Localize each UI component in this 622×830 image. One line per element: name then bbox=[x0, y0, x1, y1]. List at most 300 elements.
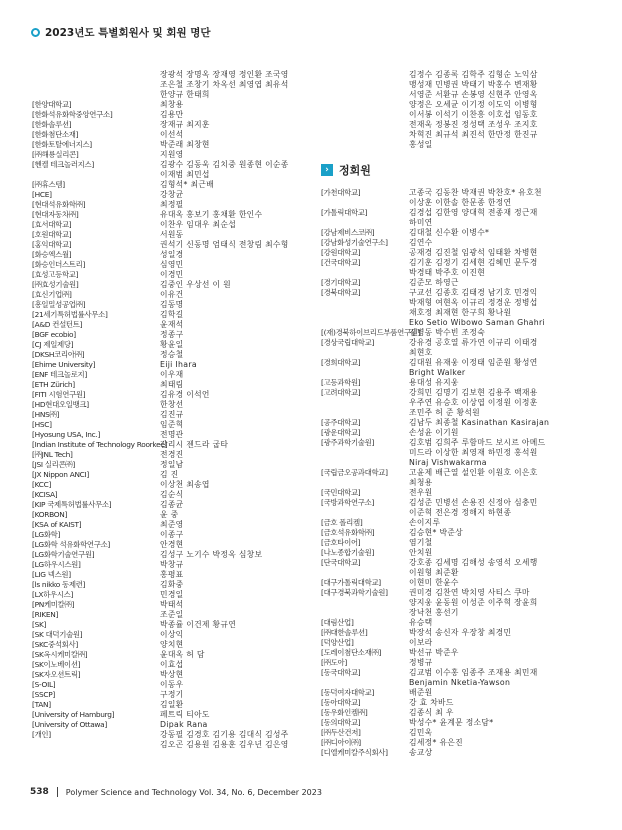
organization-name bbox=[321, 140, 409, 150]
member-row bbox=[32, 190, 302, 200]
organization-name: [한화토탈에너지스] bbox=[32, 140, 92, 149]
organization-name bbox=[321, 70, 409, 80]
organization-name bbox=[321, 408, 409, 418]
organization-name: [KORBON] bbox=[32, 510, 68, 519]
organization-name bbox=[321, 298, 409, 308]
member-row bbox=[32, 600, 302, 610]
member-row bbox=[32, 450, 302, 460]
member-names: 김유경 이석언 bbox=[160, 390, 210, 399]
member-names: 송교상 bbox=[409, 748, 433, 757]
organization-name: [HCE] bbox=[32, 190, 52, 199]
member-row bbox=[32, 540, 302, 550]
member-row bbox=[321, 308, 591, 318]
organization-name: [A&D 컨설턴트] bbox=[32, 320, 83, 329]
member-names: 박선규 박준우 bbox=[409, 648, 459, 657]
member-row bbox=[32, 320, 302, 330]
organization-name: [고등과학원] bbox=[321, 378, 361, 387]
member-names: 강창균 bbox=[160, 190, 184, 199]
member-row bbox=[32, 430, 302, 440]
member-names: 김순식 bbox=[160, 490, 184, 499]
organization-name: [효신기업㈜] bbox=[32, 290, 72, 299]
member-row bbox=[321, 258, 591, 268]
organization-name: [JX Nippon ANCI] bbox=[32, 470, 90, 479]
organization-name bbox=[321, 80, 409, 90]
member-names: 서영준 서환규 손봉영 신현주 안영옥 bbox=[409, 90, 538, 99]
member-row bbox=[32, 590, 302, 600]
member-names: 김오곤 김용원 김용훈 김우년 김은영 bbox=[160, 740, 289, 749]
member-names: 이찬우 임대우 최순섭 bbox=[160, 220, 237, 229]
member-names: 염기철 bbox=[409, 538, 433, 547]
member-row bbox=[32, 650, 302, 660]
member-row bbox=[32, 490, 302, 500]
member-row bbox=[32, 220, 302, 230]
member-names: 공재경 김진철 임광석 임태환 차병현 bbox=[409, 248, 538, 257]
organization-name: [㈜휴스템] bbox=[32, 180, 65, 189]
organization-name bbox=[321, 100, 409, 110]
member-row bbox=[32, 400, 302, 410]
organization-name: [고려대학교] bbox=[321, 388, 361, 397]
member-names: 이보라 bbox=[409, 638, 433, 647]
member-names: 정종구 bbox=[160, 330, 184, 339]
organization-name bbox=[321, 478, 409, 488]
member-row bbox=[32, 370, 302, 380]
member-row bbox=[321, 328, 591, 338]
member-row bbox=[321, 120, 591, 130]
organization-name: [나노종합기술원] bbox=[321, 548, 375, 557]
member-row bbox=[32, 630, 302, 640]
organization-name: [강남화성기술연구소] bbox=[321, 238, 388, 247]
member-row bbox=[32, 360, 302, 370]
member-row bbox=[321, 438, 591, 448]
member-names: 김대철 신수환 이병수* bbox=[409, 228, 490, 237]
organization-name bbox=[321, 448, 409, 458]
member-names: 김성구 노기수 박정옥 심창보 bbox=[160, 550, 263, 559]
organization-name: [홍익대학교] bbox=[32, 240, 72, 249]
organization-name bbox=[321, 268, 409, 278]
organization-name: [덕양산업] bbox=[321, 638, 354, 647]
member-row bbox=[321, 738, 591, 748]
member-names: 정승철 bbox=[160, 350, 184, 359]
member-row bbox=[321, 708, 591, 718]
member-names: 권석기 신동명 엄태식 전창림 최수형 bbox=[160, 240, 289, 249]
member-row bbox=[32, 80, 302, 90]
organization-name: [㈜대한솔루션] bbox=[321, 628, 368, 637]
member-names: 이동우 bbox=[160, 680, 184, 689]
member-names: 배준원 bbox=[409, 688, 433, 697]
member-names: 이경민 bbox=[160, 270, 184, 279]
organization-name bbox=[321, 678, 409, 688]
member-row bbox=[321, 568, 591, 578]
member-row bbox=[32, 120, 302, 130]
member-names: 강유경 공호열 류가연 이규리 이태경 bbox=[409, 338, 538, 347]
member-names: 김경섭 김한영 양대혁 전종재 정근재 bbox=[409, 208, 538, 217]
member-row bbox=[32, 210, 302, 220]
organization-name bbox=[321, 508, 409, 518]
member-row bbox=[321, 488, 591, 498]
organization-name: [LG화학 석유화학연구소] bbox=[32, 540, 111, 549]
member-row bbox=[321, 228, 591, 238]
member-names: 임준혁 bbox=[160, 420, 184, 429]
member-row bbox=[32, 160, 302, 170]
member-names: 김교범 이수홍 임종주 조재용 최민재 bbox=[409, 668, 538, 677]
member-row bbox=[321, 618, 591, 628]
member-row bbox=[32, 710, 302, 720]
organization-name: [HNS㈜] bbox=[32, 410, 60, 419]
member-names: 최현호 bbox=[409, 348, 433, 357]
member-row bbox=[321, 70, 591, 80]
organization-name: [TAN] bbox=[32, 700, 51, 709]
member-names: 황윤일 bbox=[160, 340, 184, 349]
member-names: 김승현* 박준상 bbox=[409, 528, 463, 537]
member-row bbox=[321, 368, 591, 378]
member-names: 정병규 bbox=[409, 658, 433, 667]
member-row bbox=[321, 598, 591, 608]
journal-citation: Polymer Science and Technology Vol. 34, No. 6, December 2023 bbox=[65, 787, 322, 797]
member-row bbox=[32, 460, 302, 470]
member-names: 이준혁 전은경 정해지 하현종 bbox=[409, 508, 512, 517]
member-names: 김남두 최종철 Kasinathan Kasirajan bbox=[409, 418, 550, 427]
organization-name: [공주대학교] bbox=[321, 418, 361, 427]
organization-name bbox=[321, 110, 409, 120]
member-row bbox=[32, 690, 302, 700]
organization-name: [KCC] bbox=[32, 480, 52, 489]
organization-name: [ETH Zürich] bbox=[32, 380, 75, 389]
member-row bbox=[321, 100, 591, 110]
member-names: 홍평표 bbox=[160, 570, 184, 579]
member-names: 이유건 bbox=[160, 290, 184, 299]
member-names: 최창용 bbox=[160, 100, 184, 109]
organization-name: [LG하우시스원] bbox=[32, 560, 81, 569]
organization-name: [현대자동차㈜] bbox=[32, 210, 79, 219]
member-names: 심영민 bbox=[160, 260, 184, 269]
member-row bbox=[32, 280, 302, 290]
member-row bbox=[32, 150, 302, 160]
organization-name: [LX하우시스] bbox=[32, 590, 74, 599]
organization-name bbox=[32, 80, 160, 90]
member-row bbox=[32, 440, 302, 450]
member-names: 이효섭 bbox=[160, 660, 184, 669]
member-row bbox=[321, 698, 591, 708]
organization-name: [KCISA] bbox=[32, 490, 58, 499]
member-row bbox=[32, 700, 302, 710]
organization-name: [LG화학기술연구원] bbox=[32, 550, 95, 559]
member-row bbox=[321, 588, 591, 598]
member-names: 서원동 bbox=[160, 230, 184, 239]
organization-name: [㈜두산건저] bbox=[321, 728, 361, 737]
organization-name bbox=[321, 218, 409, 228]
organization-name: [Ehime University] bbox=[32, 360, 96, 369]
member-row bbox=[32, 410, 302, 420]
member-names: 장광석 장명옥 장재영 정인환 조국영 bbox=[160, 70, 289, 79]
organization-name: [㈜디아이㈜] bbox=[321, 738, 361, 747]
member-names: 김형석* 최근배 bbox=[160, 180, 214, 189]
member-row bbox=[321, 648, 591, 658]
page-footer bbox=[30, 787, 322, 797]
organization-name: [S-OIL] bbox=[32, 680, 56, 689]
organization-name bbox=[321, 348, 409, 358]
organization-name: [DKSH코리아㈜] bbox=[32, 350, 85, 359]
organization-name: [동우화인켐㈜] bbox=[321, 708, 368, 717]
member-names: 이선석 bbox=[160, 130, 184, 139]
member-row bbox=[321, 428, 591, 438]
organization-name: [CJ 제일제당] bbox=[32, 340, 74, 349]
member-row bbox=[321, 110, 591, 120]
member-names: 김용만 bbox=[160, 110, 184, 119]
left-column bbox=[32, 70, 302, 750]
member-names: 김준모 하영근 bbox=[409, 278, 459, 287]
member-row bbox=[32, 740, 302, 750]
organization-name: [강원대학교] bbox=[321, 248, 361, 257]
member-row bbox=[321, 140, 591, 150]
member-row bbox=[321, 80, 591, 90]
member-row bbox=[321, 90, 591, 100]
member-names: Dipak Rana bbox=[160, 720, 208, 729]
member-row bbox=[32, 330, 302, 340]
organization-name: [대림산업] bbox=[321, 618, 354, 627]
organization-name: [ENF 테크놀로지] bbox=[32, 370, 87, 379]
member-names: 하미연 bbox=[409, 218, 433, 227]
member-row bbox=[32, 390, 302, 400]
member-names: 양지웅 윤동원 이성준 이주혁 장윤희 bbox=[409, 598, 538, 607]
member-names: 안경현 bbox=[160, 540, 184, 549]
member-names: 최정필 bbox=[160, 200, 184, 209]
member-names: 김대원 유재웅 이정태 임준원 황성연 bbox=[409, 358, 538, 367]
organization-name: [한화솔루션] bbox=[32, 120, 72, 129]
member-row bbox=[321, 388, 591, 398]
organization-name: [LG화학] bbox=[32, 530, 61, 539]
member-names: 우주연 유승호 이상엽 이정원 이정훈 bbox=[409, 398, 538, 407]
member-row bbox=[321, 668, 591, 678]
member-row bbox=[32, 620, 302, 630]
member-row bbox=[321, 408, 591, 418]
member-row bbox=[321, 378, 591, 388]
organization-name: [KIP 국제특허법률사무소] bbox=[32, 500, 112, 509]
member-names: 이상훈 이한솔 한문종 한정연 bbox=[409, 198, 512, 207]
organization-name: [SKC중석회사] bbox=[32, 640, 78, 649]
member-names: 전경진 bbox=[160, 450, 184, 459]
member-names: 지원영 bbox=[160, 150, 184, 159]
member-names: 조은철 조창기 차옥선 최영엽 최유석 bbox=[160, 80, 289, 89]
member-names: 김세정* 유은진 bbox=[409, 738, 463, 747]
member-names: 갈리시 젠드라 굽타 bbox=[160, 440, 229, 449]
organization-name bbox=[321, 120, 409, 130]
organization-name: [한양대학교] bbox=[32, 100, 72, 109]
organization-name: [FITI 시험연구원] bbox=[32, 390, 86, 399]
member-names: 유승택 bbox=[409, 618, 433, 627]
member-names: 김기훈 김정기 김세현 김혜민 문두경 bbox=[409, 258, 538, 267]
member-names: 홍성일 bbox=[409, 140, 433, 149]
organization-name: [University of Hamburg] bbox=[32, 710, 115, 719]
organization-name: [건국대학교] bbox=[321, 258, 361, 267]
member-names: 김일환 bbox=[160, 700, 184, 709]
member-row bbox=[321, 528, 591, 538]
member-row bbox=[321, 498, 591, 508]
organization-name: [금호 폴리켐] bbox=[321, 518, 363, 527]
organization-name: [국민대학교] bbox=[321, 488, 361, 497]
member-names: 조준일 bbox=[160, 610, 184, 619]
member-names: 이상익 bbox=[160, 630, 184, 639]
organization-name: [단국대학교] bbox=[321, 558, 361, 567]
member-names: 김동명 bbox=[160, 300, 184, 309]
organization-name: [21세기특허법률사무소] bbox=[32, 310, 108, 319]
member-row bbox=[32, 680, 302, 690]
organization-name bbox=[321, 90, 409, 100]
organization-name: [경상국립대학교] bbox=[321, 338, 375, 347]
member-row bbox=[321, 198, 591, 208]
organization-name: [대구가톨릭대학교] bbox=[321, 578, 381, 587]
section-header bbox=[321, 162, 591, 178]
member-names: 구교선 김종호 김태경 남기호 민경익 bbox=[409, 288, 538, 297]
member-names: 용대성 유지웅 bbox=[409, 378, 459, 387]
member-names: 권미경 김찬연 박치영 사티스 쿠마 bbox=[409, 588, 530, 597]
member-row bbox=[321, 268, 591, 278]
member-row bbox=[321, 468, 591, 478]
organization-name bbox=[321, 198, 409, 208]
member-row bbox=[321, 208, 591, 218]
organization-name bbox=[321, 318, 409, 328]
organization-name: [SK자오션트릭] bbox=[32, 670, 81, 679]
organization-name: [동의대학교] bbox=[321, 718, 361, 727]
organization-name: [국립금오공과대학교] bbox=[321, 468, 388, 477]
organization-name: [가톨릭대학교] bbox=[321, 208, 368, 217]
organization-name bbox=[321, 398, 409, 408]
member-names: 전명관 bbox=[160, 430, 184, 439]
member-row bbox=[321, 638, 591, 648]
organization-name: [강남제비스코㈜] bbox=[321, 228, 375, 237]
organization-name: [PN케미칼㈜] bbox=[32, 600, 75, 609]
member-row bbox=[32, 200, 302, 210]
member-names: 김종식 최 우 bbox=[409, 708, 454, 717]
organization-name: [헨켈 테크놀러지스] bbox=[32, 160, 94, 169]
member-names: 김진규 bbox=[160, 410, 184, 419]
member-names: 고종국 김동찬 박재권 박찬호* 유호천 bbox=[409, 188, 542, 197]
member-names: 손성윤 이기원 bbox=[409, 428, 459, 437]
member-row bbox=[321, 688, 591, 698]
member-names: 김화중 bbox=[160, 580, 184, 589]
organization-name: [KSA of KAIST] bbox=[32, 520, 82, 529]
member-names: 장낙천 홍선기 bbox=[409, 608, 459, 617]
member-names: 성일경 bbox=[160, 250, 184, 259]
organization-name: [효성고등학교] bbox=[32, 270, 79, 279]
organization-name: [(재)경북하이브리드부품연구원] bbox=[321, 328, 421, 337]
member-names: 한양규 한태희 bbox=[160, 90, 210, 99]
member-names: 김호범 김희주 루함마드 보시르 아메드 bbox=[409, 438, 546, 447]
page-number: 538 bbox=[30, 787, 49, 797]
member-names: 한창선 bbox=[160, 400, 184, 409]
member-names: 손이지루 bbox=[409, 518, 441, 527]
page-header bbox=[31, 25, 211, 40]
member-row bbox=[321, 348, 591, 358]
member-names: 김 진 bbox=[160, 470, 179, 479]
member-names: Benjamin Nketia-Yawson bbox=[409, 678, 511, 687]
member-names: Eiji Ihara bbox=[160, 360, 197, 369]
organization-name: [SSCP] bbox=[32, 690, 55, 699]
member-row bbox=[32, 550, 302, 560]
organization-name: [SK이노베이션] bbox=[32, 660, 81, 669]
page-title: 2023년도 특별회원사 및 회원 명단 bbox=[45, 27, 211, 39]
member-names: 최청용 bbox=[409, 478, 433, 487]
member-row bbox=[321, 458, 591, 468]
organization-name: [흥일밀성공업㈜] bbox=[32, 300, 86, 309]
organization-name: [광주과학기술원] bbox=[321, 438, 375, 447]
member-row bbox=[32, 470, 302, 480]
member-row bbox=[321, 718, 591, 728]
member-row bbox=[32, 170, 302, 180]
member-row bbox=[321, 558, 591, 568]
organization-name: [HSC] bbox=[32, 420, 52, 429]
member-names: Niraj Vishwakarma bbox=[409, 458, 487, 467]
member-names: 김민욱 bbox=[409, 728, 433, 737]
member-row bbox=[321, 518, 591, 528]
member-row bbox=[32, 560, 302, 570]
member-row bbox=[321, 538, 591, 548]
member-row bbox=[321, 678, 591, 688]
organization-name: [디엘케미칼주식회사] bbox=[321, 748, 388, 757]
organization-name: [㈜해룡실리콘] bbox=[32, 150, 79, 159]
member-row bbox=[32, 300, 302, 310]
member-row bbox=[32, 660, 302, 670]
member-row bbox=[32, 240, 302, 250]
organization-name: [동덕여자대학교] bbox=[321, 688, 375, 697]
member-names: 안치원 bbox=[409, 548, 433, 557]
organization-name: [경희대학교] bbox=[321, 358, 361, 367]
member-row bbox=[321, 130, 591, 140]
organization-name: [SK옥시케미칼㈜] bbox=[32, 650, 88, 659]
member-names: 맹성재 민병권 박태기 박홍수 변재황 bbox=[409, 80, 538, 89]
member-row bbox=[321, 338, 591, 348]
member-names: 박경태 박주호 이진현 bbox=[409, 268, 486, 277]
member-row bbox=[321, 418, 591, 428]
member-names: 강 효 차바드 bbox=[409, 698, 454, 707]
organization-name: [RIKEN] bbox=[32, 610, 59, 619]
member-names: 고윤제 배근열 설인환 이원호 이은호 bbox=[409, 468, 538, 477]
member-row bbox=[32, 290, 302, 300]
member-names: 양정은 오세균 이기정 이도익 이병형 bbox=[409, 100, 538, 109]
member-names: 김연수 bbox=[409, 238, 433, 247]
member-names: 이원형 최준환 bbox=[409, 568, 459, 577]
member-row bbox=[321, 628, 591, 638]
member-row bbox=[32, 140, 302, 150]
member-names: 윤대옥 허 담 bbox=[160, 650, 205, 659]
member-names: 박재형 여현옥 이규리 정경운 정병섭 bbox=[409, 298, 538, 307]
member-row bbox=[321, 608, 591, 618]
member-row bbox=[32, 110, 302, 120]
member-row bbox=[321, 578, 591, 588]
bullet-circle-icon bbox=[31, 28, 40, 37]
organization-name: [대구경북과학기술원] bbox=[321, 588, 388, 597]
member-names: 이종구 bbox=[160, 530, 184, 539]
member-names: 이현미 한윤수 bbox=[409, 578, 459, 587]
member-row bbox=[321, 748, 591, 758]
organization-name: [LIG 넥스원] bbox=[32, 570, 71, 579]
organization-name bbox=[321, 458, 409, 468]
member-names: 이서봉 이석기 이찬흥 이호섭 임동호 bbox=[409, 110, 538, 119]
member-names: 김광수 김동욱 김치중 원종현 이순종 bbox=[160, 160, 289, 169]
member-names: 박태석 bbox=[160, 600, 184, 609]
member-names: 구정기 bbox=[160, 690, 184, 699]
member-names: 윤재석 bbox=[160, 320, 184, 329]
member-names: Bright Walker bbox=[409, 368, 466, 377]
member-names: 김중인 우상선 이 원 bbox=[160, 280, 231, 289]
organization-name: [금호석유화학㈜] bbox=[321, 528, 375, 537]
member-row bbox=[32, 380, 302, 390]
member-names: 이우재 bbox=[160, 370, 184, 379]
organization-name: [HD현대오일뱅크] bbox=[32, 400, 89, 409]
member-names: 정일남 bbox=[160, 460, 184, 469]
organization-name: [㈜효성기술원] bbox=[32, 280, 79, 289]
member-row bbox=[32, 70, 302, 80]
member-row bbox=[32, 640, 302, 650]
